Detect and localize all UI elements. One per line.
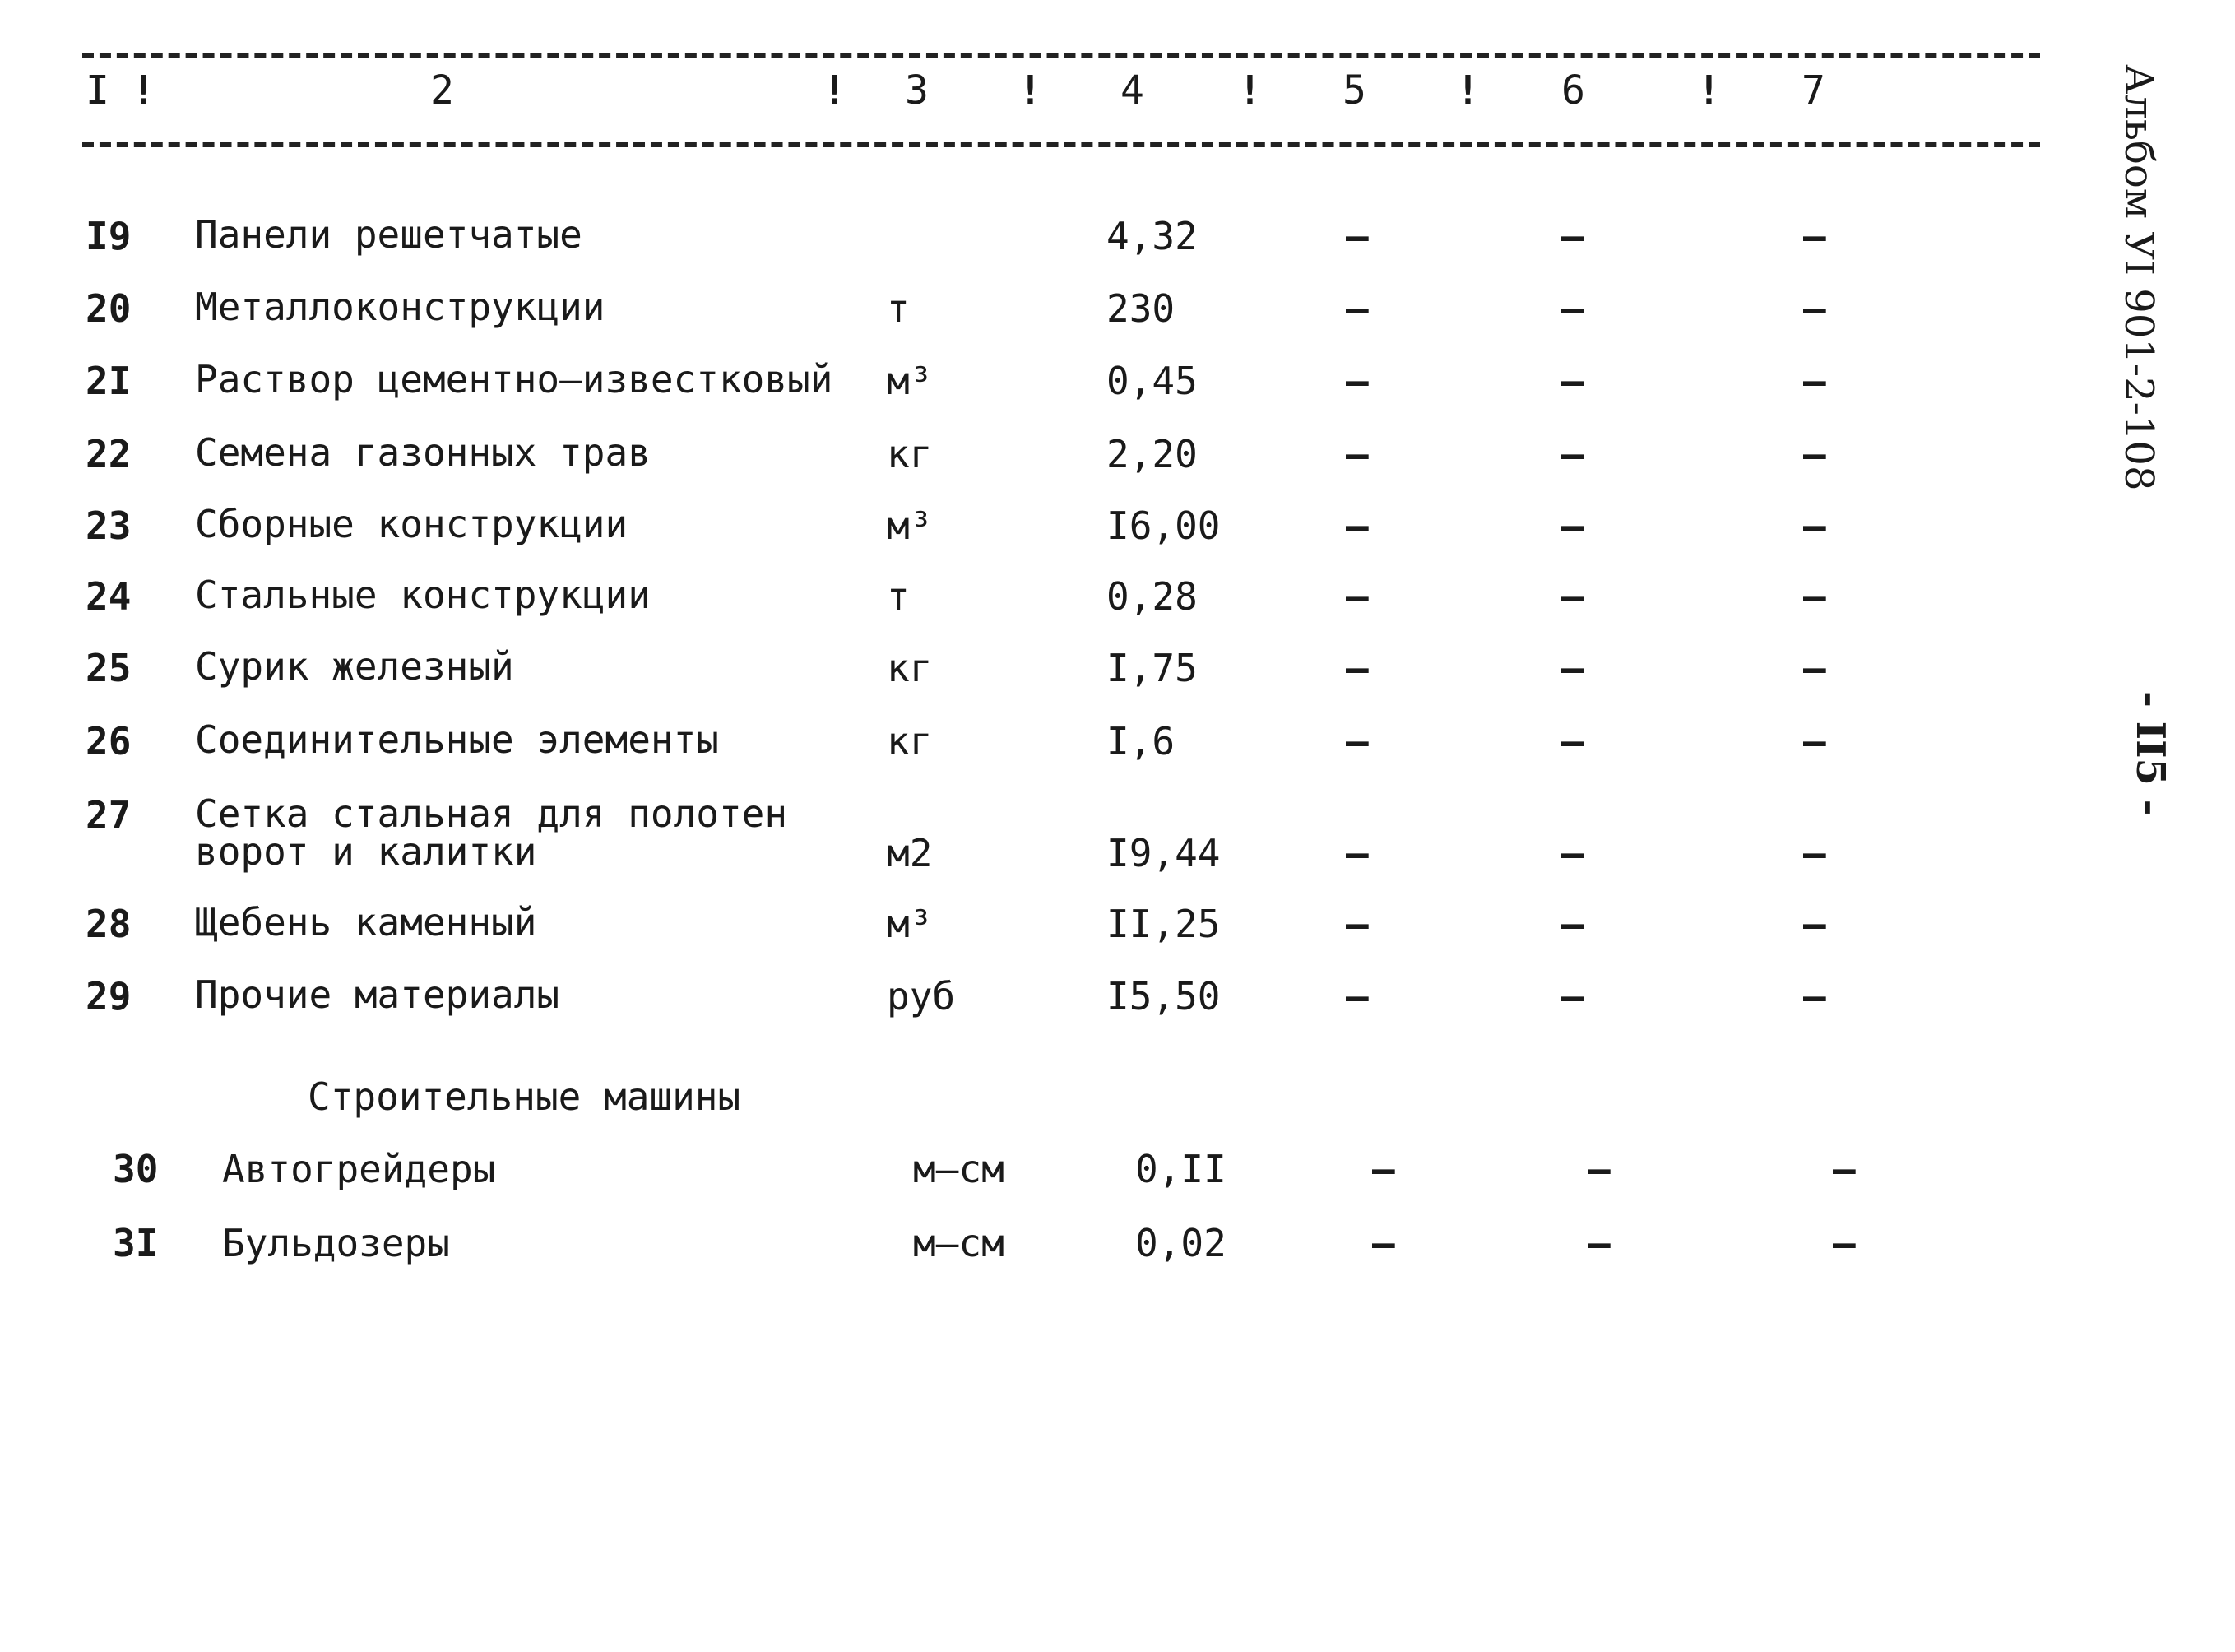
header-separator: ! [823,67,846,114]
row-name: Сборные конструкции [195,502,628,546]
row-col5: – [1346,902,1369,946]
row-unit: м–см [913,1147,1004,1191]
row-name: Панели решетчатые [195,212,582,257]
row-col6: – [1561,214,1584,258]
row-number: 30 [113,1147,159,1191]
row-col7: – [1803,902,1826,946]
header-separator: ! [132,67,155,114]
row-quantity: II,25 [1106,902,1221,946]
row-quantity: 0,02 [1135,1221,1226,1265]
row-col6: – [1588,1147,1611,1191]
row-number: 27 [86,793,132,838]
col-header-6: 6 [1561,67,1585,114]
row-col7: – [1803,503,1826,548]
page-number: - II5 - [2127,691,2173,816]
row-unit: м–см [913,1221,1004,1265]
row-unit: руб [887,974,956,1019]
row-number: 25 [86,646,132,690]
row-unit: т [887,574,910,619]
col-header-5: 5 [1342,67,1366,114]
row-quantity: 4,32 [1106,214,1198,258]
col-header-4: 4 [1120,67,1144,114]
row-col6: – [1561,831,1584,875]
row-name: Прочие материалы [195,972,560,1017]
row-name: Раствор цементно–известковый [195,357,833,401]
row-unit: м³ [887,503,933,548]
row-name: Металлоконструкции [195,285,605,329]
row-number: 23 [86,503,132,548]
album-annotation: Альбом УI 901-2-108 [2116,64,2162,491]
row-quantity: I5,50 [1106,974,1221,1019]
row-col6: – [1561,432,1584,476]
row-unit: м2 [887,831,933,875]
row-col6: – [1561,974,1584,1019]
row-unit: т [887,286,910,331]
row-number: 3I [113,1221,159,1265]
row-col7: – [1803,286,1826,331]
row-col6: – [1561,503,1584,548]
row-number: 20 [86,286,132,331]
row-col6: – [1561,646,1584,690]
row-col5: – [1346,974,1369,1019]
header-bottom-rule [82,142,2040,147]
row-col7: – [1833,1221,1856,1265]
col-header-2: 2 [430,67,454,114]
row-quantity: 0,45 [1106,359,1198,403]
col-header-3: 3 [905,67,929,114]
row-number: 24 [86,574,132,619]
row-col7: – [1803,359,1826,403]
col-header-7: 7 [1801,67,1825,114]
section-title: Строительные машины [308,1074,741,1119]
row-col5: – [1346,574,1369,619]
row-number: 29 [86,974,132,1019]
row-col7: – [1833,1147,1856,1191]
row-col7: – [1803,432,1826,476]
row-col5: – [1372,1147,1395,1191]
header-top-rule [82,53,2040,58]
header-separator: ! [1238,67,1262,114]
row-quantity: 0,II [1135,1147,1226,1191]
row-unit: кг [887,432,933,476]
row-col5: – [1346,719,1369,763]
row-name: Сурик железный [195,644,514,689]
row-name: Бульдозеры [222,1221,450,1265]
row-quantity: I6,00 [1106,503,1221,548]
row-col7: – [1803,719,1826,763]
row-name: Стальные конструкции [195,573,651,617]
col-header-1: I [86,67,109,114]
row-col7: – [1803,574,1826,619]
row-col5: – [1372,1221,1395,1265]
row-col5: – [1346,646,1369,690]
row-col7: – [1803,214,1826,258]
row-number: 22 [86,432,132,476]
row-col6: – [1561,719,1584,763]
row-name: Сетка стальная для полотен ворот и калитки [195,791,788,874]
row-name: Семена газонных трав [195,430,651,475]
row-quantity: 230 [1106,286,1175,331]
row-quantity: 0,28 [1106,574,1198,619]
row-name: Автогрейдеры [222,1147,496,1191]
row-col6: – [1561,574,1584,619]
row-col5: – [1346,831,1369,875]
row-unit: м³ [887,359,933,403]
row-col5: – [1346,432,1369,476]
header-separator: ! [1456,67,1480,114]
row-col6: – [1561,286,1584,331]
row-col6: – [1561,359,1584,403]
row-number: 28 [86,902,132,946]
row-name: Соединительные элементы [195,717,719,762]
row-col6: – [1588,1221,1611,1265]
header-separator: ! [1018,67,1042,114]
row-number: I9 [86,214,132,258]
row-quantity: 2,20 [1106,432,1198,476]
row-number: 26 [86,719,132,763]
row-number: 2I [86,359,132,403]
row-col5: – [1346,214,1369,258]
row-col5: – [1346,359,1369,403]
row-name: Щебень каменный [195,900,537,944]
row-col5: – [1346,503,1369,548]
row-col7: – [1803,974,1826,1019]
header-separator: ! [1697,67,1721,114]
row-col6: – [1561,902,1584,946]
row-unit: кг [887,646,933,690]
row-col7: – [1803,646,1826,690]
row-col5: – [1346,286,1369,331]
row-unit: кг [887,719,933,763]
row-quantity: I9,44 [1106,831,1221,875]
row-col7: – [1803,831,1826,875]
row-quantity: I,6 [1106,719,1175,763]
row-unit: м³ [887,902,933,946]
row-quantity: I,75 [1106,646,1198,690]
